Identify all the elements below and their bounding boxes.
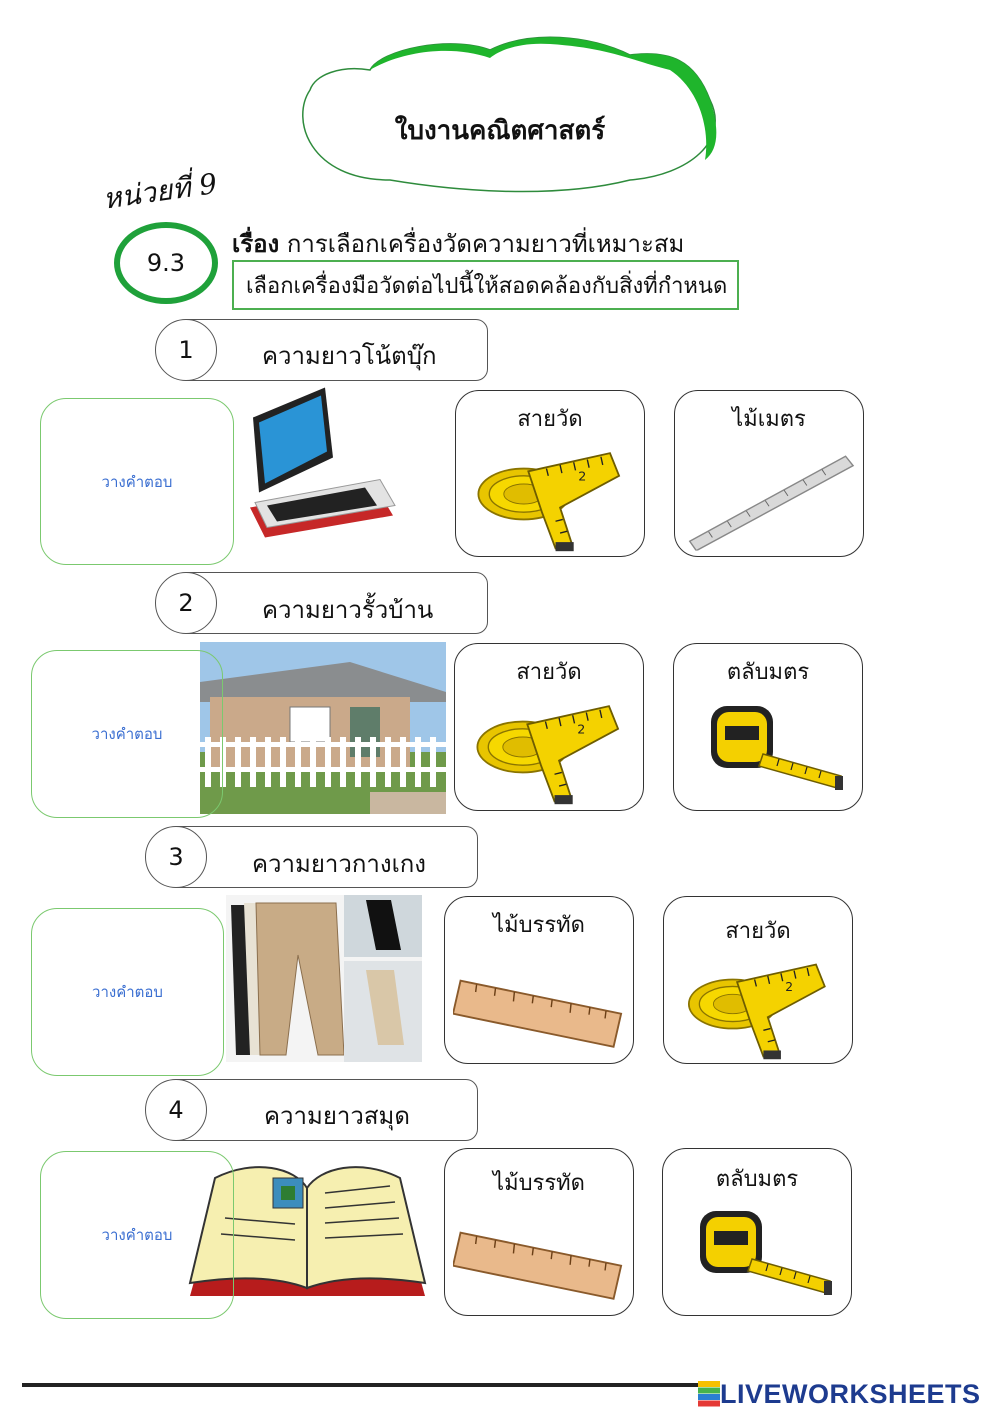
answer-placeholder: วางคำตอบ: [101, 1226, 173, 1244]
choice-label: สายวัด: [725, 919, 791, 944]
trousers-image: [226, 895, 422, 1062]
meter-stick-icon: [685, 435, 855, 553]
ruler-icon: [453, 959, 623, 1059]
choice-card-1b[interactable]: [674, 390, 864, 557]
laptop-image: [245, 385, 405, 550]
question-number-4: 4: [145, 1079, 207, 1141]
choice-label: ตลับมตร: [726, 660, 810, 685]
house-fence-image: [200, 642, 446, 814]
section-number: 9.3: [114, 222, 218, 304]
ruler-icon: [453, 1211, 623, 1311]
instruction-box: [232, 260, 739, 310]
choice-label: สายวัด: [516, 660, 582, 685]
question-text-2: ความยาวรั้วบ้าน: [262, 596, 434, 624]
subject-line: [232, 224, 684, 263]
choice-card-3b[interactable]: [663, 896, 853, 1064]
answer-drop-zone-1[interactable]: [40, 398, 234, 565]
answer-placeholder: วางคำตอบ: [91, 725, 163, 743]
tape-measure-icon: [465, 688, 635, 806]
instruction-text: เลือกเครื่องมือวัดต่อไปนี้ให้สอดคล้องกับสิ่งที่กำหนด: [246, 273, 728, 299]
choice-label: สายวัด: [517, 407, 583, 432]
choice-card-2b[interactable]: [673, 643, 863, 811]
choice-card-3a[interactable]: [444, 896, 634, 1064]
tape-measure-icon: [466, 435, 636, 553]
answer-drop-zone-2[interactable]: [31, 650, 223, 818]
question-text-4: ความยาวสมุด: [264, 1102, 410, 1130]
tape-reel-icon: [696, 696, 856, 806]
question-text-3: ความยาวกางเกง: [252, 850, 427, 878]
question-number-1: 1: [155, 319, 217, 381]
brand-name: LIVEWORKSHEETS: [720, 1378, 981, 1409]
unit-label: หน่วยที่ 9: [100, 166, 220, 216]
question-text-1: ความยาวโน้ตบุ๊ก: [262, 342, 437, 370]
choice-card-2a[interactable]: [454, 643, 644, 811]
question-number-3: 3: [145, 826, 207, 888]
answer-placeholder: วางคำตอบ: [92, 983, 163, 1001]
choice-label: ไม้บรรทัด: [493, 913, 585, 938]
choice-label: ตลับมตร: [715, 1167, 799, 1192]
page-title: ใบงานคณิตศาสตร์: [394, 116, 606, 146]
answer-placeholder: วางคำตอบ: [101, 472, 173, 491]
choice-card-1a[interactable]: [455, 390, 645, 557]
choice-card-4b[interactable]: [662, 1148, 852, 1316]
tape-reel-icon: [685, 1201, 845, 1311]
choice-label: ไม้บรรทัด: [493, 1171, 585, 1196]
tape-measure-icon: [674, 947, 844, 1061]
subject-text: การเลือกเครื่องวัดความยาวที่เหมาะสม: [286, 230, 685, 258]
footer-brand: [698, 1378, 998, 1410]
choice-label: ไม้เมตร: [732, 407, 806, 432]
choice-card-4a[interactable]: [444, 1148, 634, 1316]
answer-drop-zone-4[interactable]: [40, 1151, 234, 1319]
question-number-2: 2: [155, 572, 217, 634]
subject-prefix: เรื่อง: [232, 230, 280, 258]
answer-drop-zone-3[interactable]: [31, 908, 224, 1076]
liveworksheets-logo-icon: [698, 1381, 720, 1407]
